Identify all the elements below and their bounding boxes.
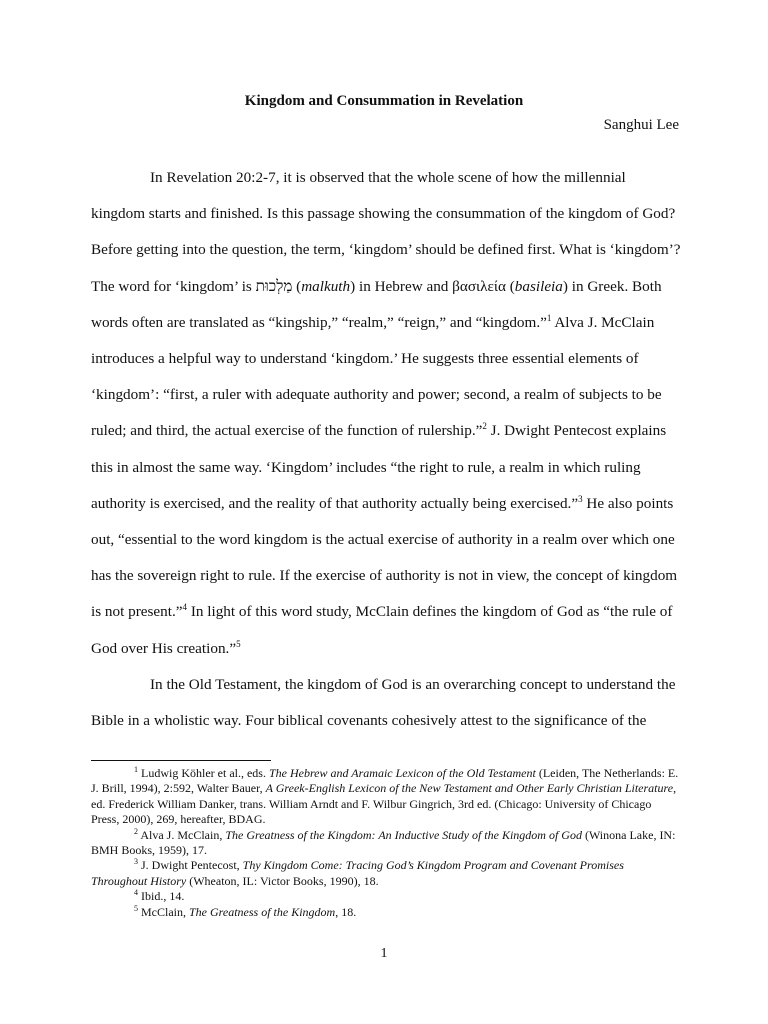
- footnote-ref[interactable]: 5: [236, 638, 241, 649]
- text-run: He also points out, “essential to the word kingdom is the actual exercise of authority in a realm over which one has the sovereign right to rule. If the exercise of authority is not in view, the concept of kingdom is not present.”: [91, 494, 678, 621]
- hebrew-word: מַלְכוּת: [255, 277, 293, 295]
- footnote-ref[interactable]: 1: [546, 312, 552, 323]
- text-run: Alva J. McClain introduces a helpful way to understand ‘kingdom.’ He suggests three essential elements of ‘kingdom’: “first, a ruler with adequate authority and power; second, a realm of subjects to be ruled; and third, the actual exercise of the function of rulership.”: [91, 313, 662, 440]
- italic-title: Thy Kingdom Come: Tracing God’s Kingdom Program and Covenant Promises Throughout History: [91, 858, 624, 888]
- footnote-5: [91, 905, 681, 920]
- paragraph-1: [91, 160, 681, 667]
- footnote-2: [91, 828, 681, 859]
- text-run: Alva J. McClain,: [138, 827, 226, 842]
- footnote-3: [91, 858, 681, 889]
- text-run: Ibid., 14.: [138, 889, 185, 904]
- page-number: 1: [380, 946, 388, 961]
- text-run: J. Dwight Pentecost,: [138, 858, 243, 873]
- text-run: In Revelation 20:2-7, it is observed that the whole scene of how the millennial kingdom starts and finished. Is this passage showing the consummation of the kingdom of God? Before getting into the question, the term, ‘kingdom’ should be defined first. What is ‘kingdom’? The word for ‘kingdom’ is: [91, 169, 681, 295]
- text-run: ) in Hebrew and βασιλεία (: [350, 277, 515, 295]
- italic-title: The Greatness of the Kingdom: An Inductive Study of the Kingdom of God: [225, 827, 582, 842]
- text-run: J. Dwight Pentecost explains this in almost the same way. ‘Kingdom’ includes “the right to rule, a realm in which ruling authority is exercised, and the reality of that authority actually being exercised.”: [91, 422, 667, 512]
- text-run: McClain,: [138, 904, 189, 919]
- text-run: In light of this word study, McClain defines the kingdom of God as “the rule of God over His creation.”: [91, 603, 673, 657]
- italic-title: The Greatness of the Kingdom: [189, 904, 336, 919]
- footnote-number: 4: [134, 888, 138, 898]
- italic-title: The Hebrew and Aramaic Lexicon of the Old Testament: [268, 766, 536, 780]
- footnote-4: [91, 889, 681, 904]
- italic-term: basileia: [514, 277, 563, 295]
- text-run: ) in Greek. Both words often are translated as “kingship,” “realm,” “reign,” and “kingdom.”: [91, 277, 662, 331]
- text-run: (Winona Lake, IN: BMH Books, 1959), 17.: [91, 827, 676, 858]
- footnote-number: 1: [134, 765, 138, 774]
- footnote-1: [91, 766, 681, 828]
- text-run: , 18.: [335, 904, 357, 919]
- body-text: [91, 160, 681, 739]
- paragraph-2: In the Old Testament, the kingdom of God is an overarching concept to understand the Bible in a wholistic way. Four biblical covenants cohesively attest to the significance of the: [91, 675, 676, 730]
- footnote-ref[interactable]: 2: [482, 421, 487, 432]
- document-title: Kingdom and Consummation in Revelation: [244, 93, 524, 109]
- footnote-divider: [91, 760, 271, 761]
- text-run: (Wheaton, IL: Victor Books, 1990), 18.: [186, 873, 379, 888]
- author-name: Sanghui Lee: [603, 117, 679, 133]
- footnote-number: 2: [134, 826, 138, 836]
- text-run: (: [292, 277, 302, 295]
- footnote-ref[interactable]: 4: [182, 602, 188, 613]
- text-run: Ludwig Köhler et al., eds.: [138, 766, 269, 780]
- text-run: (Leiden, The Netherlands: E. J. Brill, 1994), 2:592, Walter Bauer,: [91, 766, 679, 796]
- italic-title: A Greek-English Lexicon of the New Testament and Other Early Christian Literature: [265, 781, 674, 796]
- footnote-ref[interactable]: 3: [578, 493, 583, 504]
- footnote-number: 5: [134, 903, 138, 913]
- footnote-number: 3: [134, 857, 138, 867]
- footnotes: [91, 766, 681, 920]
- text-run: , ed. Frederick William Danker, trans. William Arndt and F. Wilbur Gingrich, 3rd ed. (Chicago: University of Chicago Press, 2000), 269, hereafter, BDAG.: [91, 781, 677, 827]
- italic-term: malkuth: [301, 277, 351, 295]
